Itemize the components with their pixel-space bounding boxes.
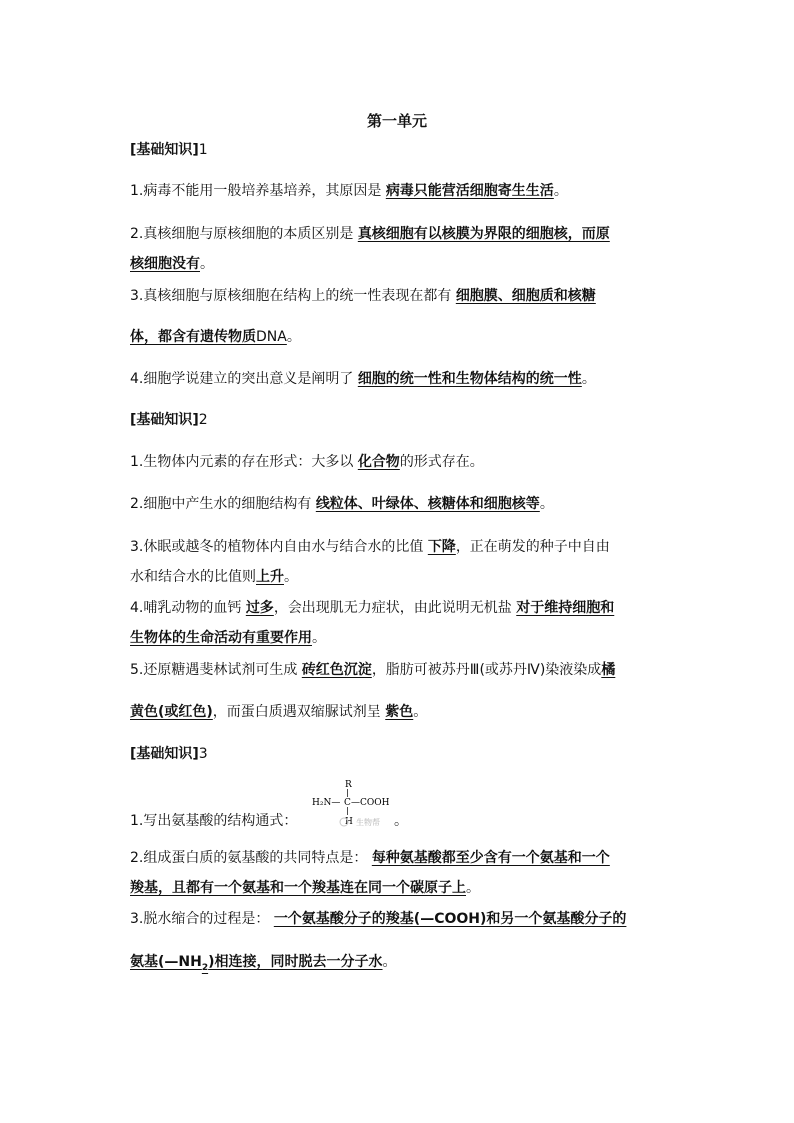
s1-question-4 [130, 369, 596, 389]
s2-question-3 [130, 537, 610, 557]
answer-text: 下降 [427, 539, 456, 555]
question-text: 1.病毒不能用一般培养基培养，其原因是 [130, 183, 386, 199]
punct: 。 [382, 954, 397, 970]
watermark-text: 生物帮 [356, 818, 380, 827]
answer-text: 病毒只能营活细胞寄生生活 [385, 183, 554, 199]
s3-question-1 [130, 811, 297, 831]
question-text: 2.细胞中产生水的细胞结构有 [130, 496, 316, 512]
answer-text: 砖红色沉淀 [301, 662, 372, 678]
punct: 。 [539, 496, 554, 512]
question-text: ，会出现肌无力症状，由此说明无机盐 [273, 600, 517, 616]
question-text: ，而蛋白质遇双缩脲试剂呈 [212, 704, 386, 720]
section-label: [基础知识] [130, 142, 199, 158]
s3-question-2 [130, 848, 610, 868]
answer-text: 黄色(或红色) [130, 704, 213, 720]
question-text: 1.生物体内元素的存在形式：大多以 [130, 454, 358, 470]
punct: 。 [466, 880, 480, 896]
s2-question-4 [130, 598, 614, 618]
answer-text: 核细胞没有 [130, 256, 200, 272]
answer-text: 上升 [256, 569, 284, 585]
answer-text: 细胞的统一性和生物体结构的统一性 [357, 371, 582, 387]
answer-text: 一个氨基酸分子的羧基(—COOH)和另一个氨基酸分子的 [273, 911, 627, 927]
formula-graphic [310, 775, 400, 831]
punct: 。 [312, 630, 326, 646]
s1-question-1 [130, 181, 568, 201]
question-text: 4.细胞学说建立的突出意义是阐明了 [130, 371, 358, 387]
formula-h: H [345, 817, 353, 827]
formula-r: R [345, 780, 352, 790]
amino-acid-formula [310, 775, 400, 831]
punct: 。 [581, 371, 596, 387]
formula-left: H₂N— [312, 798, 341, 808]
subscript: 2 [201, 962, 209, 973]
s1-question-3 [130, 286, 596, 306]
answer-text: 紫色 [385, 704, 414, 720]
punct: 。 [553, 183, 568, 199]
section-heading-3 [130, 744, 208, 764]
s2-question-4-cont [130, 628, 326, 648]
s2-question-5-cont [130, 702, 427, 722]
question-text: 2.组成蛋白质的氨基酸的共同特点是： [130, 850, 372, 866]
section-number: 2 [198, 412, 208, 428]
answer-text: 羧基，且都有一个氨基和一个羧基连在同一个碳原子上 [130, 880, 466, 896]
punct: 。 [413, 704, 428, 720]
s1-question-2-cont [130, 254, 214, 274]
answer-text: DNA [256, 329, 287, 345]
question-text: ，脂肪可被苏丹Ⅲ(或苏丹Ⅳ)染液染成 [371, 662, 602, 678]
s2-question-1 [130, 452, 484, 472]
formula-center: C [344, 798, 351, 808]
punct: 。 [200, 256, 214, 272]
s3-question-3-cont [130, 952, 397, 978]
answer-text: 对于维持细胞和 [516, 600, 615, 616]
section-label: [基础知识] [130, 746, 199, 762]
answer-text: 橘 [601, 662, 616, 678]
section-number: 3 [198, 746, 208, 762]
answer-text: 过多 [245, 600, 274, 616]
s3-question-3 [130, 909, 626, 929]
s2-question-2 [130, 494, 554, 514]
answer-text: 生物体的生命活动有重要作用 [130, 630, 312, 646]
question-text: 3.脱水缩合的过程是： [130, 911, 274, 927]
s1-question-2 [130, 224, 610, 244]
answer-text: 每种氨基酸都至少含有一个氨基和一个 [371, 850, 610, 866]
s1-question-3-cont [130, 327, 301, 347]
answer-text: 细胞膜、细胞质和核糖 [455, 288, 596, 304]
question-text: 3.休眠或越冬的植物体内自由水与结合水的比值 [130, 539, 428, 555]
punct: 。 [286, 329, 301, 345]
answer-text: 线粒体、叶绿体、核糖体和细胞核等 [315, 496, 540, 512]
question-text: 3.真核细胞与原核细胞在结构上的统一性表现在都有 [130, 288, 456, 304]
section-heading-2 [130, 410, 208, 430]
answer-text: 体，都含有遗传物质 [130, 329, 256, 345]
question-text: 4.哺乳动物的血钙 [130, 600, 246, 616]
answer-text: 氨基(—NH [130, 954, 202, 970]
section-label: [基础知识] [130, 412, 199, 428]
question-text: 2.真核细胞与原核细胞的本质区别是 [130, 226, 358, 242]
question-text: 5.还原糖遇斐林试剂可生成 [130, 662, 302, 678]
answer-text: )相连接，同时脱去一分子水 [208, 954, 383, 970]
answer-text: 真核细胞有以核膜为界限的细胞核，而原 [357, 226, 610, 242]
s3-question-1-end [394, 811, 408, 831]
section-heading-1 [130, 140, 208, 160]
punct: 。 [284, 569, 298, 585]
question-text: ，正在萌发的种子中自由 [455, 539, 610, 555]
question-text: 1.写出氨基酸的结构通式： [130, 813, 298, 829]
punct: 。 [394, 813, 408, 829]
question-text: 的形式存在。 [399, 454, 484, 470]
page-title: 第一单元 [366, 112, 427, 130]
question-text: 水和结合水的比值则 [130, 569, 256, 585]
formula-right: —COOH [351, 798, 390, 808]
s2-question-5 [130, 660, 615, 680]
s3-question-2-cont [130, 878, 480, 898]
answer-text: 化合物 [357, 454, 400, 470]
section-number: 1 [198, 142, 208, 158]
s2-question-3-cont [130, 567, 298, 587]
